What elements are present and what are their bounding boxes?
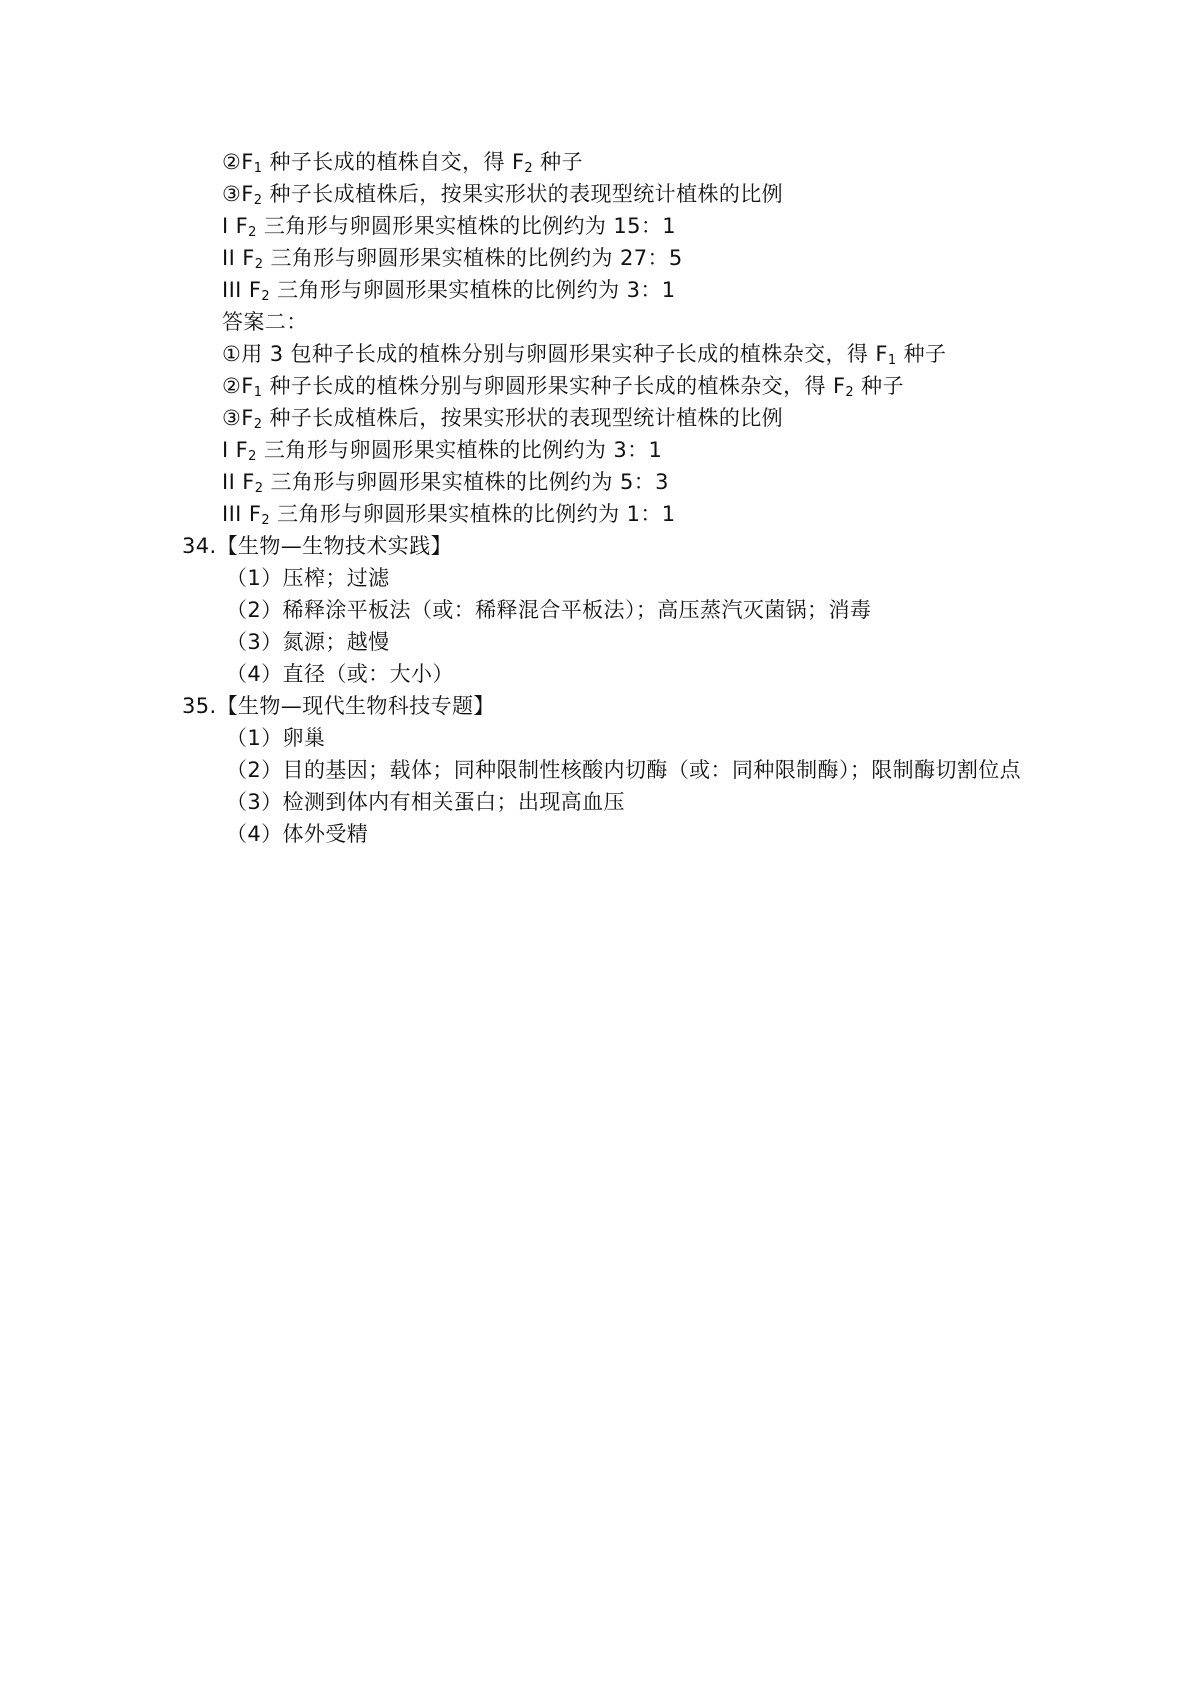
question-35-answer-2: （2）目的基因；载体；同种限制性核酸内切酶（或：同种限制酶）；限制酶切割位点 (226, 758, 1022, 782)
answer-one-result-2: II $F_2$ 三角形与卵圆形果实植株的比例约为 27：5 (222, 246, 683, 272)
question-34-answer-3: （3）氮源；越慢 (226, 630, 390, 654)
question-35-answer-3: （3）检测到体内有相关蛋白；出现高血压 (226, 790, 625, 814)
question-35-answer-4: （4）体外受精 (226, 822, 369, 846)
question-34-answer-4: （4）直径（或：大小） (226, 662, 454, 686)
question-34-answer-2: （2）稀释涂平板法（或：稀释混合平板法）；高压蒸汽灭菌锅；消毒 (226, 598, 872, 622)
answer-two-step-1: ①用 3 包种子长成的植株分别与卵圆形果实种子长成的植株杂交，得 $F_1$ 种子 (222, 342, 947, 368)
answer-two-result-3: III $F_2$ 三角形与卵圆形果实植株的比例约为 1：1 (222, 502, 676, 528)
question-34-heading: 34.【生物—生物技术实践】 (182, 534, 452, 558)
answer-two-step-3: $③F_2$ 种子长成植株后，按果实形状的表现型统计植株的比例 (222, 406, 784, 432)
answer-two-result-1: I $F_2$ 三角形与卵圆形果实植株的比例约为 3：1 (222, 438, 663, 464)
question-34-answer-1: （1）压榨；过滤 (226, 566, 390, 590)
answer-one-step-2: $②F_1$ 种子长成的植株自交，得 $F_2$ 种子 (222, 150, 583, 176)
answer-one-result-3: III $F_2$ 三角形与卵圆形果实植株的比例约为 3：1 (222, 278, 676, 304)
question-35-answer-1: （1）卵巢 (226, 726, 326, 750)
answer-two-result-2: II $F_2$ 三角形与卵圆形果实植株的比例约为 5：3 (222, 470, 669, 496)
answer-two-heading: 答案二： (222, 310, 308, 334)
answer-one-step-3: $③F_2$ 种子长成植株后，按果实形状的表现型统计植株的比例 (222, 182, 784, 208)
answer-one-result-1: I $F_2$ 三角形与卵圆形果实植株的比例约为 15：1 (222, 214, 677, 240)
answer-two-step-2: $②F_1$ 种子长成的植株分别与卵圆形果实种子长成的植株杂交，得 $F_2$ 种子 (222, 374, 904, 400)
question-35-heading: 35.【生物—现代生物科技专题】 (182, 694, 495, 718)
